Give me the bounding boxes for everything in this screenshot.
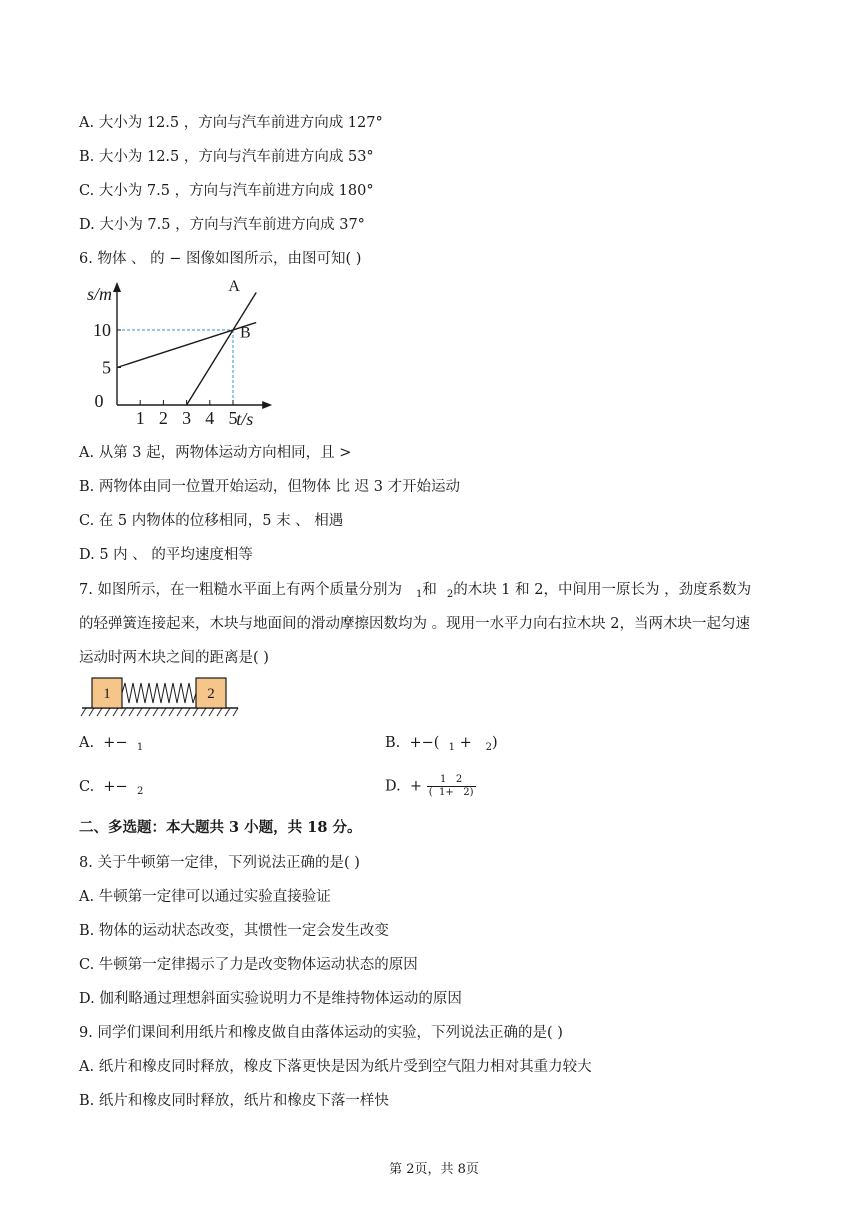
q6-stem: 6. 物体 、 的 − 图像如图所示，由图可知( ) <box>79 251 362 267</box>
y-tick-label: 5 <box>102 357 111 378</box>
q7-option-c: C. +− $_2$ <box>79 779 144 797</box>
q6-option-b: B. 两物体由同一位置开始运动，但物体 比 迟 3 才开始运动 <box>79 479 461 495</box>
option-d-fraction: $\frac{1 2}{( 1+ 2)}$ <box>428 774 474 798</box>
q9-option-a: A. 纸片和橡皮同时释放，橡皮下落更快是因为纸片受到空气阻力相对其重力较大 <box>79 1059 592 1075</box>
x-axis-label: t/s <box>236 409 254 429</box>
page-footer: 第 2页，共 8页 <box>389 1162 479 1177</box>
x-tick-label: 2 <box>158 408 168 428</box>
q9-option-b: B. 纸片和橡皮同时释放，纸片和橡皮下落一样快 <box>79 1093 389 1109</box>
q7-option-d: D. + $\frac{1 2}{( 1+ 2)}$ <box>385 774 474 798</box>
q7-stem-line2: 的轻弹簧连接起来，木块与地面间的滑动摩擦因数均为 。现用一水平力向右拉木块 2，当两木块一起匀速 <box>79 616 750 632</box>
q6-option-a: A. 从第 3 起，两物体运动方向相同，且 > <box>79 445 352 461</box>
series-line-b <box>117 323 256 368</box>
y-axis-label: s/m <box>87 284 113 304</box>
spring-blocks-figure <box>80 674 242 720</box>
y-axis-arrow <box>113 282 121 292</box>
q8-option-b: B. 物体的运动状态改变，其惯性一定会发生改变 <box>79 923 389 939</box>
x-tick-label: 1 <box>135 408 145 428</box>
q7-option-a: A. +− $_1$ <box>79 735 144 753</box>
q8-option-c: C. 牛顿第一定律揭示了力是改变物体运动状态的原因 <box>79 957 418 973</box>
q5-option-a: A. 大小为 12.5 ，方向与汽车前进方向成 127° <box>79 115 383 131</box>
q8-option-a: A. 牛顿第一定律可以通过实验直接验证 <box>79 889 331 905</box>
q6-option-c: C. 在 5 内物体的位移相同，5 末 、 相遇 <box>79 513 344 529</box>
q5-option-b: B. 大小为 12.5 ，方向与汽车前进方向成 53° <box>79 149 374 165</box>
x-tick-label: 5 <box>228 408 238 428</box>
block-1-label: 1 <box>103 686 111 702</box>
series-label-b: B <box>239 324 251 342</box>
x-tick-label: 0 <box>94 391 104 411</box>
q8-stem: 8. 关于牛顿第一定律，下列说法正确的是( ) <box>79 855 360 871</box>
q7-stem-line1: 7. 如图所示，在一粗糙水平面上有两个质量分别为 $_1$和 $_2$的木块 1 和 2，中间用一原长为 ，劲度系数为 <box>79 582 752 600</box>
q9-stem: 9. 同学们课间利用纸片和橡皮做自由落体运动的实验，下列说法正确的是( ) <box>79 1025 563 1041</box>
block-2-label: 2 <box>207 686 215 702</box>
q5-option-c: C. 大小为 7.5 ，方向与汽车前进方向成 180° <box>79 183 374 199</box>
y-tick-label: 10 <box>93 320 111 340</box>
q5-option-d: D. 大小为 7.5 ，方向与汽车前进方向成 37° <box>79 217 365 233</box>
q7-option-b: B. +−( $_1$ + $_2$) <box>385 735 498 753</box>
spring <box>122 683 196 703</box>
q6-option-d: D. 5 内 、 的平均速度相等 <box>79 547 253 563</box>
q7-stem-line3: 运动时两木块之间的距离是( ) <box>79 650 269 666</box>
section-2-header: 二、多选题：本大题共 3 小题，共 18 分。 <box>79 819 362 836</box>
x-tick-label: 3 <box>182 408 192 428</box>
x-axis-arrow <box>262 401 272 409</box>
series-line-a <box>187 293 257 406</box>
st-graph <box>72 278 292 438</box>
x-tick-label: 4 <box>205 408 215 428</box>
q8-option-d: D. 伽利略通过理想斜面实验说明力不是维持物体运动的原因 <box>79 991 462 1007</box>
series-label-a: A <box>228 278 240 295</box>
